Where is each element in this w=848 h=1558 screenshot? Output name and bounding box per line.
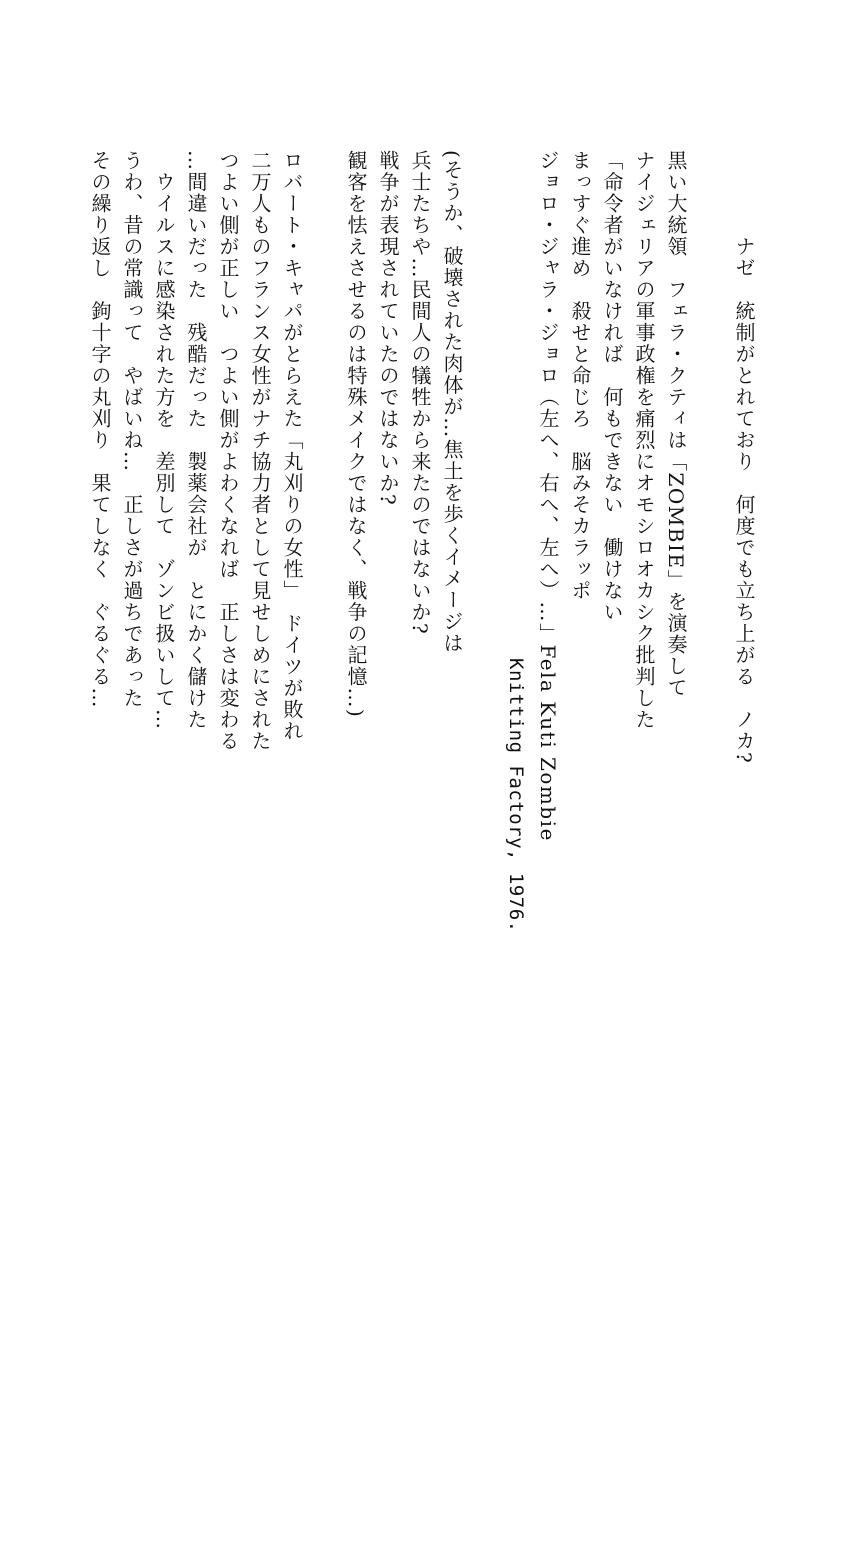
citation: Knitting Factory, 1976. bbox=[505, 658, 527, 933]
text-line: うわ、昔の常識って やばいね… 正しさが過ちであった bbox=[120, 150, 144, 709]
text-line: 兵士たちや…民間人の犠牲から来たのではないか? bbox=[408, 150, 432, 636]
text-line: 観客を怯えさせるのは特殊メイクではなく、戦争の記憶…) bbox=[344, 150, 368, 719]
text-line: その繰り返し 鉤十字の丸刈り 果てしなく ぐるぐる… bbox=[88, 150, 112, 709]
text-line: ナイジェリアの軍事政権を痛烈にオモシロオカシク批判した bbox=[632, 150, 656, 731]
text-line: 二万人ものフランス女性がナチ協力者として見せしめにされた bbox=[248, 150, 272, 752]
text-line: …間違いだった 残酷だった 製薬会社が とにかく儲けた bbox=[184, 150, 208, 731]
text-line: ジョロ・ジャラ・ジョロ（左へ、右へ、左へ）…」Fela Kuti Zombie bbox=[536, 150, 560, 842]
text-line: 戦争が表現されていたのではないか? bbox=[376, 150, 400, 507]
text-line: ウイルスに感染された方を 差別して ゾンビ扱いして… bbox=[152, 150, 176, 731]
text-line: つよい側が正しい つよい側がよわくなれば 正しさは変わる bbox=[216, 150, 240, 752]
text-line: ロバート・キャパがとらえた「丸刈りの女性」 ドイツが敗れ bbox=[280, 150, 304, 742]
page-title: ナゼ 統制がとれており 何度でも立ち上がる ノカ? bbox=[732, 236, 756, 765]
text-line: 「命令者がいなければ 何もできない 働けない bbox=[600, 150, 624, 623]
text-line: (そうか、破壊された肉体が…焦土を歩くイメージは bbox=[440, 150, 464, 654]
text-line: 黒い大統領 フェラ・クティは「ZOMBIE」を演奏して bbox=[664, 150, 688, 699]
text-line: まっすぐ進め 殺せと命じろ 脳みそカラッポ bbox=[568, 150, 592, 602]
